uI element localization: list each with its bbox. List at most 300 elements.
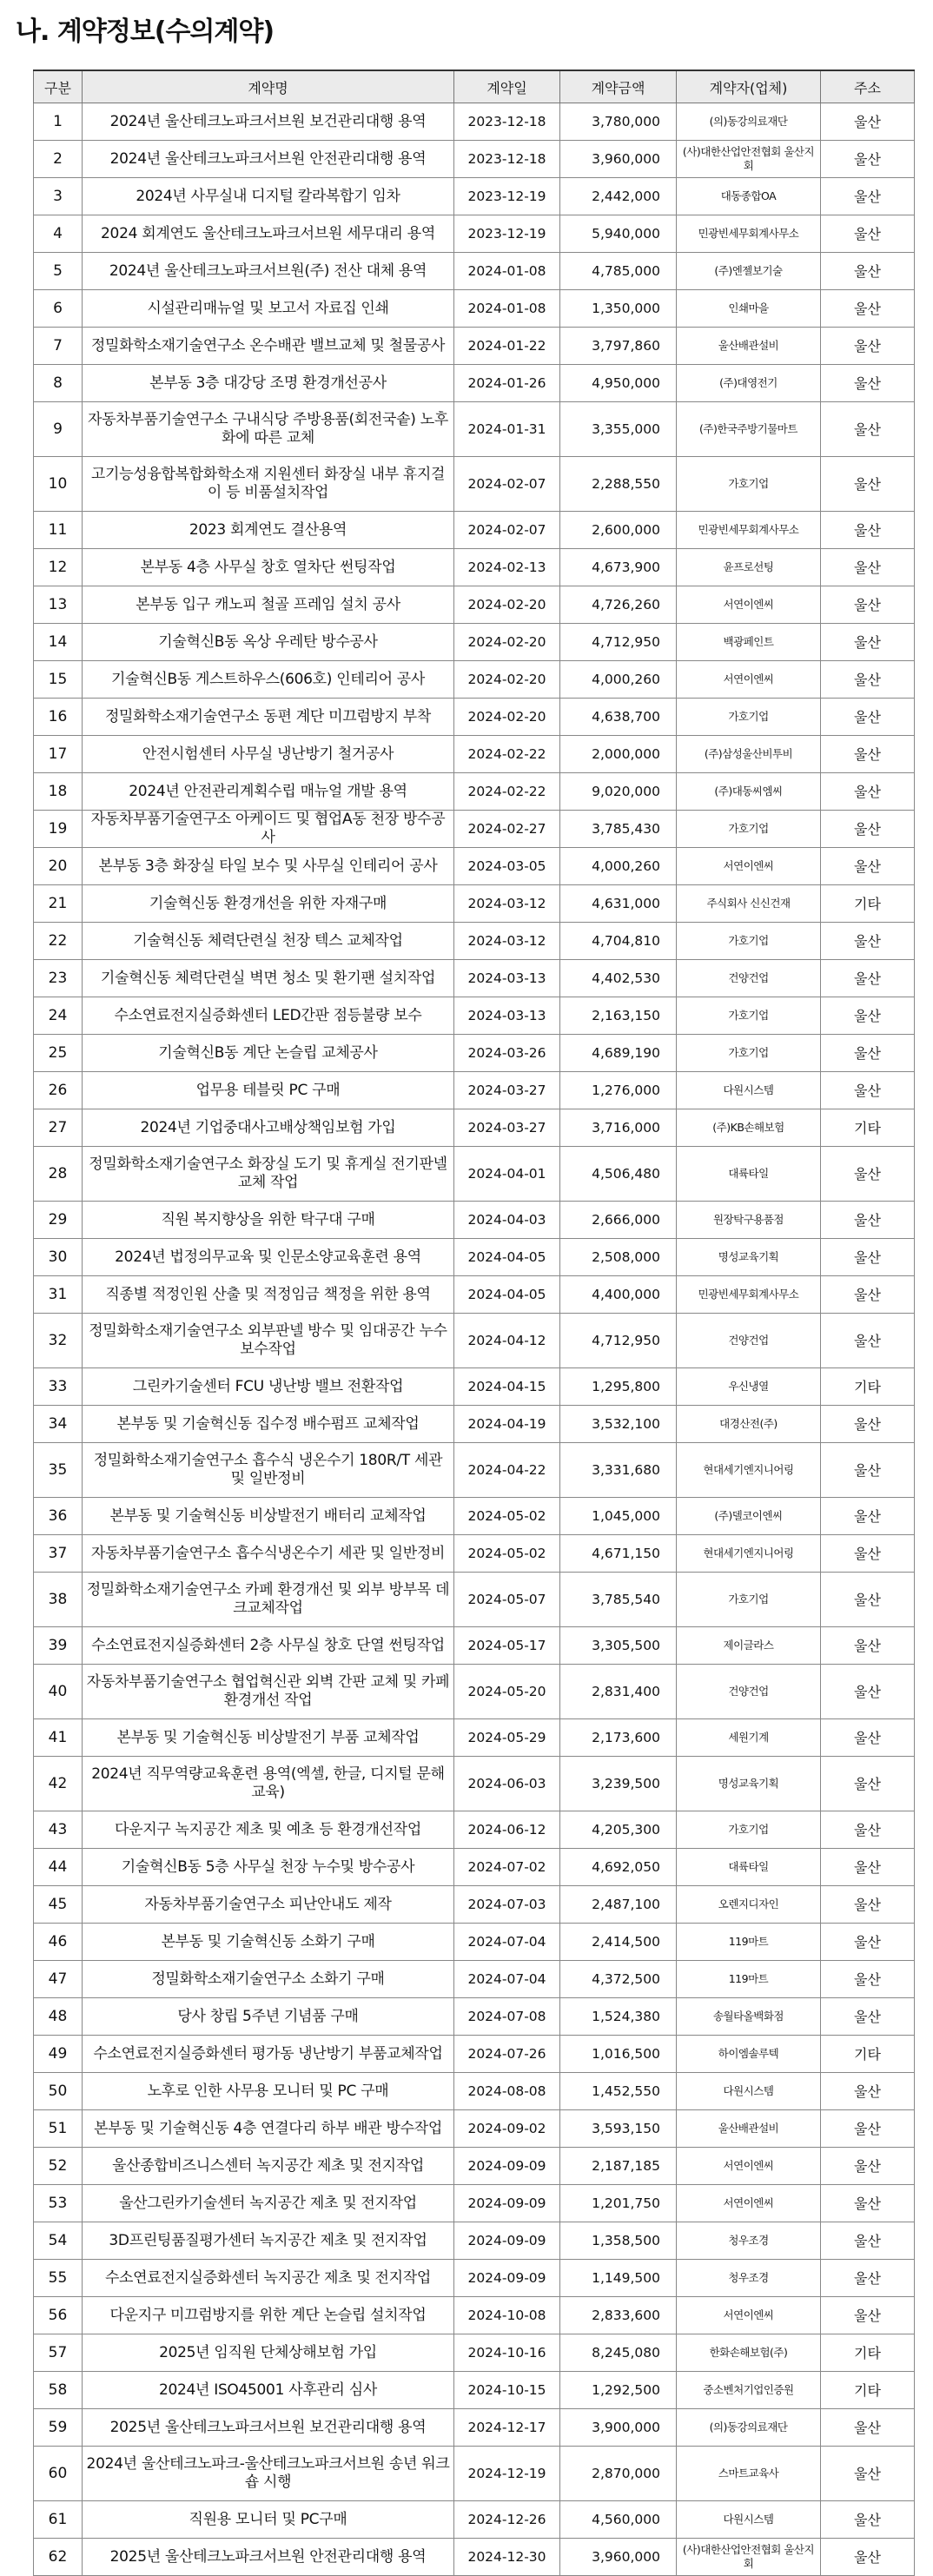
cell-name: 고기능성융합복합화학소재 지원센터 화장실 내부 휴지걸이 등 비품설치작업: [83, 457, 454, 512]
cell-vendor: 서연이엔씨: [677, 848, 821, 885]
cell-name: 울산그린카기술센터 녹지공간 제초 및 전지작업: [83, 2185, 454, 2222]
cell-name: 기술혁신B동 5층 사무실 천장 누수및 방수공사: [83, 1849, 454, 1886]
cell-name: 2024년 안전관리계획수립 매뉴얼 개발 용역: [83, 773, 454, 811]
cell-no: 61: [34, 2501, 83, 2539]
cell-vendor: 건양건업: [677, 1314, 821, 1368]
cell-date: 2024-02-20: [454, 661, 560, 699]
cell-address: 울산: [821, 1072, 915, 1109]
cell-date: 2024-07-02: [454, 1849, 560, 1886]
cell-amount: 4,950,000: [560, 365, 677, 402]
cell-name: 기술혁신동 체력단련실 천장 텍스 교체작업: [83, 923, 454, 960]
cell-date: 2024-10-15: [454, 2372, 560, 2409]
cell-no: 3: [34, 178, 83, 215]
cell-vendor: (의)동강의료재단: [677, 2409, 821, 2447]
table-row: [34, 290, 915, 328]
cell-address: 울산: [821, 2501, 915, 2539]
cell-date: 2024-09-09: [454, 2222, 560, 2260]
cell-amount: 3,900,000: [560, 2409, 677, 2447]
cell-address: 울산: [821, 736, 915, 773]
cell-vendor: (의)동강의료재단: [677, 103, 821, 141]
cell-address: 울산: [821, 1498, 915, 1535]
cell-date: 2024-01-22: [454, 328, 560, 365]
cell-address: 울산: [821, 1202, 915, 1239]
table-row: [34, 1109, 915, 1147]
cell-no: 33: [34, 1368, 83, 1406]
cell-date: 2024-07-04: [454, 1961, 560, 1998]
table-row: [34, 328, 915, 365]
cell-no: 12: [34, 549, 83, 586]
cell-name: 2024년 울산테크노파크-울산테크노파크서브원 송년 워크숍 시행: [83, 2447, 454, 2501]
cell-vendor: 주식회사 신신건재: [677, 885, 821, 923]
cell-amount: 1,295,800: [560, 1368, 677, 1406]
cell-amount: 2,508,000: [560, 1239, 677, 1276]
cell-address: 울산: [821, 1147, 915, 1202]
cell-vendor: 대동종합OA: [677, 178, 821, 215]
cell-vendor: (주)델코이엔씨: [677, 1498, 821, 1535]
cell-no: 46: [34, 1924, 83, 1961]
cell-date: 2024-03-27: [454, 1072, 560, 1109]
cell-name: 다운지구 미끄럼방지를 위한 계단 논슬립 설치작업: [83, 2297, 454, 2334]
cell-date: 2024-09-09: [454, 2260, 560, 2297]
cell-address: 울산: [821, 2222, 915, 2260]
cell-date: 2024-04-15: [454, 1368, 560, 1406]
table-row: [34, 960, 915, 997]
cell-no: 2: [34, 141, 83, 178]
table-row: [34, 1314, 915, 1368]
cell-name: 당사 창립 5주년 기념품 구매: [83, 1998, 454, 2036]
cell-no: 15: [34, 661, 83, 699]
cell-address: 울산: [821, 1535, 915, 1573]
cell-amount: 4,712,950: [560, 624, 677, 661]
cell-address: 울산: [821, 1573, 915, 1627]
cell-no: 22: [34, 923, 83, 960]
cell-date: 2024-04-22: [454, 1443, 560, 1498]
cell-name: 기술혁신B동 게스트하우스(606호) 인테리어 공사: [83, 661, 454, 699]
cell-date: 2024-04-05: [454, 1276, 560, 1314]
cell-vendor: (주)KB손해보험: [677, 1109, 821, 1147]
cell-name: 2024년 사무실내 디지털 칼라복합기 임차: [83, 178, 454, 215]
cell-no: 52: [34, 2148, 83, 2185]
cell-amount: 4,673,900: [560, 549, 677, 586]
cell-amount: 2,666,000: [560, 1202, 677, 1239]
cell-name: 2025년 울산테크노파크서브원 보건관리대행 용역: [83, 2409, 454, 2447]
cell-vendor: 가호기업: [677, 811, 821, 848]
cell-vendor: 다원시스템: [677, 2501, 821, 2539]
cell-no: 20: [34, 848, 83, 885]
cell-vendor: 가호기업: [677, 457, 821, 512]
cell-amount: 4,631,000: [560, 885, 677, 923]
cell-address: 울산: [821, 2447, 915, 2501]
cell-address: 기타: [821, 1109, 915, 1147]
cell-vendor: 다원시스템: [677, 2073, 821, 2110]
table-row: [34, 923, 915, 960]
table-row: [34, 773, 915, 811]
cell-no: 55: [34, 2260, 83, 2297]
cell-name: 자동차부품기술연구소 아케이드 및 협업A동 천장 방수공사: [83, 811, 454, 848]
cell-vendor: 백광페인트: [677, 624, 821, 661]
cell-no: 42: [34, 1757, 83, 1811]
cell-name: 본부동 및 기술혁신동 소화기 구매: [83, 1924, 454, 1961]
contract-table: [33, 70, 915, 2576]
cell-name: 직종별 적정인원 산출 및 적정임금 책정을 위한 용역: [83, 1276, 454, 1314]
cell-date: 2024-03-26: [454, 1035, 560, 1072]
cell-no: 31: [34, 1276, 83, 1314]
table-row: [34, 586, 915, 624]
cell-name: 수소연료전지실증화센터 녹지공간 제초 및 전지작업: [83, 2260, 454, 2297]
cell-no: 40: [34, 1665, 83, 1719]
cell-address: 울산: [821, 2539, 915, 2576]
cell-address: 울산: [821, 103, 915, 141]
cell-name: 2024년 ISO45001 사후관리 심사: [83, 2372, 454, 2409]
cell-amount: 4,000,260: [560, 661, 677, 699]
cell-no: 16: [34, 699, 83, 736]
cell-date: 2024-04-12: [454, 1314, 560, 1368]
cell-date: 2024-03-13: [454, 960, 560, 997]
table-row: [34, 1368, 915, 1406]
cell-amount: 1,149,500: [560, 2260, 677, 2297]
cell-name: 2023 회계연도 결산용역: [83, 512, 454, 549]
cell-name: 본부동 및 기술혁신동 비상발전기 배터리 교체작업: [83, 1498, 454, 1535]
cell-address: 울산: [821, 1719, 915, 1757]
cell-name: 그린카기술센터 FCU 냉난방 밸브 전환작업: [83, 1368, 454, 1406]
cell-vendor: 민광빈세무회계사무소: [677, 1276, 821, 1314]
table-row: [34, 2110, 915, 2148]
cell-vendor: 가호기업: [677, 699, 821, 736]
header-no: 구분: [34, 70, 83, 103]
cell-amount: 4,671,150: [560, 1535, 677, 1573]
header-amount: 계약금액: [560, 70, 677, 103]
table-row: [34, 1849, 915, 1886]
cell-address: 울산: [821, 1239, 915, 1276]
cell-date: 2024-09-09: [454, 2148, 560, 2185]
cell-date: 2024-10-16: [454, 2334, 560, 2372]
cell-address: 울산: [821, 2148, 915, 2185]
cell-name: 기술혁신동 체력단련실 벽면 청소 및 환기팬 설치작업: [83, 960, 454, 997]
cell-vendor: (주)대동씨엠씨: [677, 773, 821, 811]
cell-address: 울산: [821, 457, 915, 512]
table-row: [34, 1665, 915, 1719]
cell-no: 26: [34, 1072, 83, 1109]
cell-address: 울산: [821, 328, 915, 365]
cell-address: 울산: [821, 1811, 915, 1849]
cell-address: 울산: [821, 1924, 915, 1961]
cell-date: 2023-12-19: [454, 215, 560, 253]
cell-address: 울산: [821, 848, 915, 885]
cell-vendor: 119마트: [677, 1961, 821, 1998]
table-row: [34, 402, 915, 457]
cell-amount: 9,020,000: [560, 773, 677, 811]
cell-name: 2025년 울산테크노파크서브원 안전관리대행 용역: [83, 2539, 454, 2576]
cell-no: 62: [34, 2539, 83, 2576]
cell-vendor: 가호기업: [677, 1811, 821, 1849]
cell-vendor: 서연이엔씨: [677, 2297, 821, 2334]
cell-name: 정밀화학소재기술연구소 외부판넬 방수 및 임대공간 누수 보수작업: [83, 1314, 454, 1368]
cell-vendor: 서연이엔씨: [677, 2148, 821, 2185]
cell-name: 업무용 테블릿 PC 구매: [83, 1072, 454, 1109]
cell-date: 2024-04-03: [454, 1202, 560, 1239]
cell-no: 13: [34, 586, 83, 624]
cell-amount: 4,400,000: [560, 1276, 677, 1314]
cell-no: 57: [34, 2334, 83, 2372]
cell-amount: 1,524,380: [560, 1998, 677, 2036]
cell-date: 2024-03-12: [454, 885, 560, 923]
cell-name: 본부동 및 기술혁신동 집수정 배수펌프 교체작업: [83, 1406, 454, 1443]
cell-amount: 3,305,500: [560, 1627, 677, 1665]
cell-amount: 4,372,500: [560, 1961, 677, 1998]
cell-name: 자동차부품기술연구소 피난안내도 제작: [83, 1886, 454, 1924]
table-row: [34, 1811, 915, 1849]
table-row: [34, 1886, 915, 1924]
cell-no: 6: [34, 290, 83, 328]
cell-address: 울산: [821, 624, 915, 661]
cell-address: 울산: [821, 1276, 915, 1314]
cell-amount: 4,704,810: [560, 923, 677, 960]
cell-amount: 3,785,430: [560, 811, 677, 848]
table-row: [34, 1757, 915, 1811]
cell-name: 다운지구 녹지공간 제초 및 예초 등 환경개선작업: [83, 1811, 454, 1849]
cell-address: 울산: [821, 215, 915, 253]
cell-no: 50: [34, 2073, 83, 2110]
table-row: [34, 1239, 915, 1276]
cell-no: 47: [34, 1961, 83, 1998]
cell-no: 8: [34, 365, 83, 402]
cell-address: 울산: [821, 1998, 915, 2036]
cell-address: 울산: [821, 365, 915, 402]
cell-no: 56: [34, 2297, 83, 2334]
cell-vendor: 민광빈세무회계사무소: [677, 512, 821, 549]
table-row: [34, 2372, 915, 2409]
table-row: [34, 2409, 915, 2447]
cell-name: 자동차부품기술연구소 협업혁신관 외벽 간판 교체 및 카페 환경개선 작업: [83, 1665, 454, 1719]
table-row: [34, 549, 915, 586]
cell-amount: 4,000,260: [560, 848, 677, 885]
cell-name: 정밀화학소재기술연구소 카페 환경개선 및 외부 방부목 데크교체작업: [83, 1573, 454, 1627]
cell-name: 본부동 및 기술혁신동 비상발전기 부품 교체작업: [83, 1719, 454, 1757]
cell-no: 30: [34, 1239, 83, 1276]
cell-amount: 4,560,000: [560, 2501, 677, 2539]
header-date: 계약일: [454, 70, 560, 103]
cell-no: 10: [34, 457, 83, 512]
cell-date: 2024-02-27: [454, 811, 560, 848]
cell-name: 정밀화학소재기술연구소 동편 계단 미끄럼방지 부착: [83, 699, 454, 736]
cell-date: 2024-09-02: [454, 2110, 560, 2148]
cell-vendor: 현대세기엔지니어링: [677, 1535, 821, 1573]
cell-name: 기술혁신B동 계단 논슬립 교체공사: [83, 1035, 454, 1072]
cell-vendor: 스마트교육사: [677, 2447, 821, 2501]
table-row: [34, 253, 915, 290]
cell-amount: 4,689,190: [560, 1035, 677, 1072]
table-header-row: [34, 70, 915, 103]
cell-no: 58: [34, 2372, 83, 2409]
cell-vendor: 오렌지디자인: [677, 1886, 821, 1924]
table-row: [34, 2073, 915, 2110]
cell-no: 54: [34, 2222, 83, 2260]
cell-date: 2023-12-18: [454, 103, 560, 141]
cell-vendor: 제이글라스: [677, 1627, 821, 1665]
cell-amount: 3,960,000: [560, 141, 677, 178]
cell-vendor: 민광빈세무회계사무소: [677, 215, 821, 253]
cell-date: 2024-07-04: [454, 1924, 560, 1961]
cell-address: 울산: [821, 1035, 915, 1072]
cell-date: 2024-12-19: [454, 2447, 560, 2501]
cell-name: 2024 회계연도 울산테크노파크서브원 세무대리 용역: [83, 215, 454, 253]
cell-date: 2024-01-08: [454, 290, 560, 328]
cell-no: 53: [34, 2185, 83, 2222]
cell-vendor: 건양건업: [677, 960, 821, 997]
cell-no: 35: [34, 1443, 83, 1498]
cell-amount: 5,940,000: [560, 215, 677, 253]
cell-no: 45: [34, 1886, 83, 1924]
cell-address: 기타: [821, 2036, 915, 2073]
table-row: [34, 457, 915, 512]
table-row: [34, 1443, 915, 1498]
table-row: [34, 178, 915, 215]
cell-vendor: (사)대한산업안전협회 울산지회: [677, 2539, 821, 2576]
cell-address: 울산: [821, 1886, 915, 1924]
header-address: 주소: [821, 70, 915, 103]
cell-amount: 2,000,000: [560, 736, 677, 773]
cell-no: 60: [34, 2447, 83, 2501]
cell-date: 2024-05-29: [454, 1719, 560, 1757]
cell-no: 34: [34, 1406, 83, 1443]
page-title: 나. 계약정보(수의계약): [16, 17, 275, 47]
table-row: [34, 365, 915, 402]
cell-vendor: (주)한국주방기물마트: [677, 402, 821, 457]
cell-address: 울산: [821, 699, 915, 736]
cell-vendor: 건양건업: [677, 1665, 821, 1719]
table-row: [34, 811, 915, 848]
cell-vendor: 청우조경: [677, 2260, 821, 2297]
cell-vendor: 서연이엔씨: [677, 586, 821, 624]
cell-name: 정밀화학소재기술연구소 흡수식 냉온수기 180R/T 세관 및 일반정비: [83, 1443, 454, 1498]
cell-amount: 1,292,500: [560, 2372, 677, 2409]
cell-amount: 2,187,185: [560, 2148, 677, 2185]
cell-vendor: 윤프로선팅: [677, 549, 821, 586]
table-row: [34, 1573, 915, 1627]
cell-date: 2024-06-12: [454, 1811, 560, 1849]
cell-address: 울산: [821, 2073, 915, 2110]
cell-name: 직원용 모니터 및 PC구매: [83, 2501, 454, 2539]
cell-no: 43: [34, 1811, 83, 1849]
cell-vendor: 가호기업: [677, 1573, 821, 1627]
table-row: [34, 1147, 915, 1202]
cell-no: 48: [34, 1998, 83, 2036]
cell-vendor: 가호기업: [677, 923, 821, 960]
table-row: [34, 103, 915, 141]
cell-address: 울산: [821, 773, 915, 811]
cell-date: 2024-09-09: [454, 2185, 560, 2222]
cell-amount: 4,205,300: [560, 1811, 677, 1849]
cell-amount: 2,600,000: [560, 512, 677, 549]
table-row: [34, 141, 915, 178]
cell-name: 시설관리매뉴얼 및 보고서 자료집 인쇄: [83, 290, 454, 328]
cell-vendor: (사)대한산업안전협회 울산지회: [677, 141, 821, 178]
cell-date: 2024-12-26: [454, 2501, 560, 2539]
table-row: [34, 1535, 915, 1573]
cell-amount: 3,780,000: [560, 103, 677, 141]
table-row: [34, 2260, 915, 2297]
cell-no: 18: [34, 773, 83, 811]
header-vendor: 계약자(업체): [677, 70, 821, 103]
cell-no: 59: [34, 2409, 83, 2447]
cell-amount: 4,692,050: [560, 1849, 677, 1886]
cell-date: 2024-12-30: [454, 2539, 560, 2576]
table-row: [34, 1961, 915, 1998]
cell-address: 울산: [821, 923, 915, 960]
cell-vendor: 세원기계: [677, 1719, 821, 1757]
table-row: [34, 2222, 915, 2260]
table-row: [34, 2501, 915, 2539]
table-row: [34, 2334, 915, 2372]
cell-vendor: 중소벤처기업인증원: [677, 2372, 821, 2409]
cell-no: 1: [34, 103, 83, 141]
cell-amount: 8,245,080: [560, 2334, 677, 2372]
cell-vendor: 청우조경: [677, 2222, 821, 2260]
cell-no: 49: [34, 2036, 83, 2073]
cell-name: 직원 복지향상을 위한 탁구대 구매: [83, 1202, 454, 1239]
cell-date: 2024-01-08: [454, 253, 560, 290]
cell-amount: 3,355,000: [560, 402, 677, 457]
cell-vendor: 서연이엔씨: [677, 2185, 821, 2222]
cell-name: 자동차부품기술연구소 구내식당 주방용품(회전국솥) 노후화에 따른 교체: [83, 402, 454, 457]
cell-vendor: 명성교육기획: [677, 1757, 821, 1811]
cell-date: 2024-05-02: [454, 1535, 560, 1573]
cell-no: 41: [34, 1719, 83, 1757]
cell-date: 2024-02-22: [454, 773, 560, 811]
cell-amount: 3,785,540: [560, 1573, 677, 1627]
cell-no: 37: [34, 1535, 83, 1573]
cell-date: 2023-12-18: [454, 141, 560, 178]
cell-date: 2024-02-20: [454, 624, 560, 661]
cell-address: 기타: [821, 2372, 915, 2409]
cell-amount: 3,593,150: [560, 2110, 677, 2148]
cell-name: 수소연료전지실증화센터 2층 사무실 창호 단열 썬팅작업: [83, 1627, 454, 1665]
cell-address: 울산: [821, 2110, 915, 2148]
cell-name: 2024년 울산테크노파크서브원 안전관리대행 용역: [83, 141, 454, 178]
cell-address: 울산: [821, 290, 915, 328]
cell-date: 2023-12-19: [454, 178, 560, 215]
cell-address: 울산: [821, 586, 915, 624]
table-row: [34, 2148, 915, 2185]
cell-date: 2024-02-20: [454, 586, 560, 624]
cell-name: 정밀화학소재기술연구소 소화기 구매: [83, 1961, 454, 1998]
cell-address: 울산: [821, 402, 915, 457]
table-row: [34, 2185, 915, 2222]
cell-date: 2024-08-08: [454, 2073, 560, 2110]
cell-amount: 2,833,600: [560, 2297, 677, 2334]
cell-address: 울산: [821, 178, 915, 215]
cell-vendor: 대륙타일: [677, 1147, 821, 1202]
cell-date: 2024-06-03: [454, 1757, 560, 1811]
cell-name: 본부동 입구 캐노피 철골 프레임 설치 공사: [83, 586, 454, 624]
cell-date: 2024-03-13: [454, 997, 560, 1035]
cell-no: 19: [34, 811, 83, 848]
cell-date: 2024-07-26: [454, 2036, 560, 2073]
cell-vendor: 울산배관설비: [677, 2110, 821, 2148]
table-row: [34, 1072, 915, 1109]
cell-amount: 1,452,550: [560, 2073, 677, 2110]
cell-no: 51: [34, 2110, 83, 2148]
cell-address: 울산: [821, 141, 915, 178]
cell-address: 울산: [821, 1961, 915, 1998]
cell-date: 2024-10-08: [454, 2297, 560, 2334]
cell-vendor: 가호기업: [677, 997, 821, 1035]
cell-vendor: 울산배관설비: [677, 328, 821, 365]
table-row: [34, 885, 915, 923]
cell-no: 25: [34, 1035, 83, 1072]
cell-no: 24: [34, 997, 83, 1035]
cell-no: 28: [34, 1147, 83, 1202]
